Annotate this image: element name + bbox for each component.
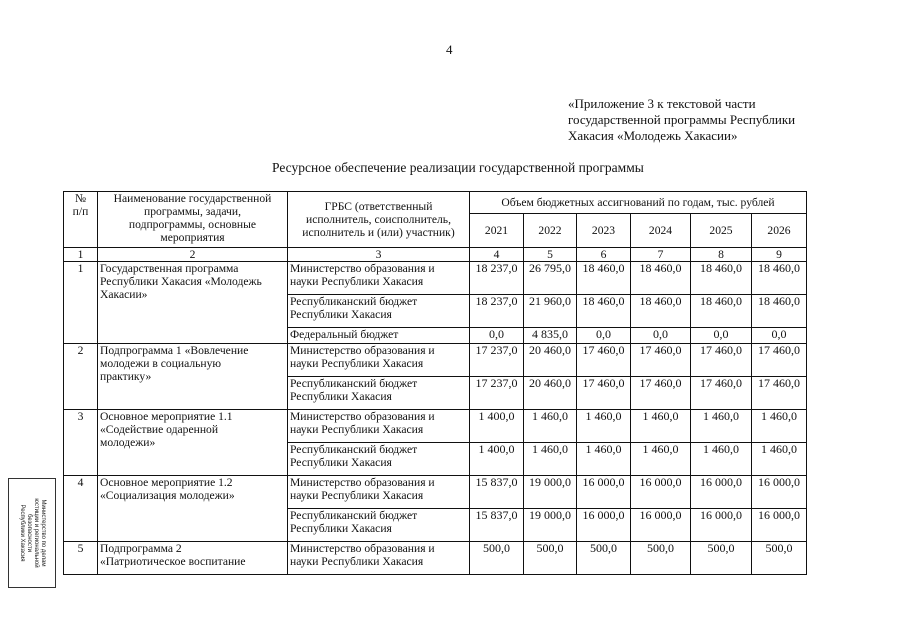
budget-value: 20 460,0 xyxy=(524,377,577,410)
program-name-line: Основное мероприятие 1.1 xyxy=(100,410,233,423)
budget-value: 500,0 xyxy=(631,542,691,575)
column-number: 5 xyxy=(524,248,577,262)
budget-value: 0,0 xyxy=(470,328,524,344)
budget-value: 17 460,0 xyxy=(691,344,752,377)
budget-value: 1 460,0 xyxy=(691,443,752,476)
grbs-cell xyxy=(288,509,470,542)
budget-value: 4 835,0 xyxy=(524,328,577,344)
program-name-line: молодежи в социальную xyxy=(100,357,222,370)
header-text: ГРБС (ответственный xyxy=(324,200,433,213)
grbs-line: науки Республики Хакасия xyxy=(290,357,424,370)
program-name xyxy=(98,476,288,542)
program-name-line: «Социализация молодежи» xyxy=(100,489,235,502)
budget-value: 18 237,0 xyxy=(470,295,524,328)
grbs-line: Республиканский бюджет xyxy=(290,377,418,390)
program-name-line: Государственная программа xyxy=(100,262,239,275)
header-text: № xyxy=(74,192,87,205)
budget-value: 16 000,0 xyxy=(577,476,631,509)
grbs-cell xyxy=(288,542,470,575)
program-name xyxy=(98,344,288,410)
budget-value: 18 460,0 xyxy=(631,262,691,295)
budget-value: 0,0 xyxy=(691,328,752,344)
budget-value: 17 237,0 xyxy=(470,377,524,410)
page-number: 4 xyxy=(446,42,453,57)
budget-value: 17 237,0 xyxy=(470,344,524,377)
header-year: 2023 xyxy=(577,214,631,248)
program-name xyxy=(98,262,288,344)
grbs-line: Республики Хакасия xyxy=(290,456,392,469)
budget-value: 1 460,0 xyxy=(524,410,577,443)
grbs-line: науки Республики Хакасия xyxy=(290,555,424,568)
table-row xyxy=(64,410,807,443)
row-number: 2 xyxy=(64,344,98,410)
grbs-line: Министерство образования и xyxy=(290,476,435,489)
column-number: 4 xyxy=(470,248,524,262)
header-text: исполнитель и (или) участник) xyxy=(302,226,455,239)
grbs-cell xyxy=(288,443,470,476)
row-number: 5 xyxy=(64,542,98,575)
budget-value: 1 460,0 xyxy=(631,410,691,443)
column-number: 2 xyxy=(98,248,288,262)
stamp-text xyxy=(18,481,46,585)
budget-value: 1 400,0 xyxy=(470,410,524,443)
header-text: Наименование государственной xyxy=(113,192,272,205)
header-text: исполнитель, соисполнитель, xyxy=(306,213,451,226)
grbs-line: Министерство образования и xyxy=(290,410,435,423)
budget-value: 18 460,0 xyxy=(752,295,807,328)
grbs-cell xyxy=(288,476,470,509)
row-number: 3 xyxy=(64,410,98,476)
column-number: 9 xyxy=(752,248,807,262)
row-number: 1 xyxy=(64,262,98,344)
program-name xyxy=(98,410,288,476)
grbs-cell xyxy=(288,295,470,328)
program-name-line: молодежи» xyxy=(100,436,156,449)
budget-value: 17 460,0 xyxy=(631,344,691,377)
budget-value: 15 837,0 xyxy=(470,476,524,509)
grbs-line: Федеральный бюджет xyxy=(290,328,399,341)
column-number: 7 xyxy=(631,248,691,262)
row-number: 4 xyxy=(64,476,98,542)
header-year: 2022 xyxy=(524,214,577,248)
appendix-line: Хакасия «Молодежь Хакасии» xyxy=(568,128,738,143)
header-text: мероприятия xyxy=(160,231,225,244)
budget-value: 16 000,0 xyxy=(631,476,691,509)
header-year: 2026 xyxy=(752,214,807,248)
budget-value: 1 460,0 xyxy=(524,443,577,476)
budget-value: 500,0 xyxy=(524,542,577,575)
column-number: 6 xyxy=(577,248,631,262)
header-year: 2024 xyxy=(631,214,691,248)
budget-value: 19 000,0 xyxy=(524,476,577,509)
budget-value: 17 460,0 xyxy=(752,377,807,410)
budget-value: 18 460,0 xyxy=(752,262,807,295)
header-number xyxy=(64,192,98,248)
budget-value: 1 400,0 xyxy=(470,443,524,476)
program-name xyxy=(98,542,288,575)
document-title: Ресурсное обеспечение реализации государственной программы xyxy=(272,160,644,175)
header-name xyxy=(98,192,288,248)
grbs-line: Республики Хакасия xyxy=(290,308,392,321)
budget-value: 0,0 xyxy=(631,328,691,344)
program-name-line: Республики Хакасия «Молодежь xyxy=(100,275,262,288)
grbs-line: Республиканский бюджет xyxy=(290,443,418,456)
column-number: 3 xyxy=(288,248,470,262)
column-number: 1 xyxy=(64,248,98,262)
grbs-cell xyxy=(288,328,470,344)
header-grbs xyxy=(288,192,470,248)
grbs-line: науки Республики Хакасия xyxy=(290,275,424,288)
budget-value: 500,0 xyxy=(577,542,631,575)
program-name-line: «Содействие одаренной xyxy=(100,423,219,436)
budget-value: 18 237,0 xyxy=(470,262,524,295)
grbs-line: науки Республики Хакасия xyxy=(290,489,424,502)
budget-value: 1 460,0 xyxy=(577,443,631,476)
grbs-line: Республики Хакасия xyxy=(290,390,392,403)
budget-value: 20 460,0 xyxy=(524,344,577,377)
program-name-line: практику» xyxy=(100,370,152,383)
stamp-line: Республики Хакасия xyxy=(19,504,25,562)
stamp-line: Министерство по делам xyxy=(40,499,46,567)
budget-value: 500,0 xyxy=(752,542,807,575)
budget-value: 1 460,0 xyxy=(577,410,631,443)
registration-stamp xyxy=(8,478,56,588)
program-name-line: Подпрограмма 2 xyxy=(100,542,182,555)
budget-value: 17 460,0 xyxy=(577,344,631,377)
budget-value: 16 000,0 xyxy=(752,509,807,542)
budget-value: 18 460,0 xyxy=(691,262,752,295)
budget-value: 16 000,0 xyxy=(691,476,752,509)
grbs-line: Республики Хакасия xyxy=(290,522,392,535)
budget-value: 0,0 xyxy=(752,328,807,344)
budget-value: 1 460,0 xyxy=(691,410,752,443)
budget-value: 1 460,0 xyxy=(631,443,691,476)
header-text: п/п xyxy=(72,205,89,218)
table-row xyxy=(64,542,807,575)
budget-value: 500,0 xyxy=(470,542,524,575)
budget-value: 500,0 xyxy=(691,542,752,575)
budget-value: 18 460,0 xyxy=(691,295,752,328)
grbs-line: Министерство образования и xyxy=(290,262,435,275)
budget-value: 26 795,0 xyxy=(524,262,577,295)
program-name-line: «Патриотическое воспитание xyxy=(100,555,246,568)
budget-value: 0,0 xyxy=(577,328,631,344)
program-name-line: Хакасии» xyxy=(100,288,148,301)
budget-value: 18 460,0 xyxy=(577,262,631,295)
header-budget: Объем бюджетных ассигнований по годам, тыс. рублей xyxy=(470,192,807,214)
grbs-line: Министерство образования и xyxy=(290,542,435,555)
budget-value: 16 000,0 xyxy=(631,509,691,542)
budget-value: 21 960,0 xyxy=(524,295,577,328)
budget-value: 1 460,0 xyxy=(752,443,807,476)
budget-value: 1 460,0 xyxy=(752,410,807,443)
table-row xyxy=(64,262,807,295)
program-name-line: Основное мероприятие 1.2 xyxy=(100,476,233,489)
budget-value: 19 000,0 xyxy=(524,509,577,542)
budget-value: 17 460,0 xyxy=(631,377,691,410)
grbs-line: Республиканский бюджет xyxy=(290,509,418,522)
header-year: 2021 xyxy=(470,214,524,248)
appendix-line: государственной программы Республики xyxy=(568,112,796,127)
budget-value: 17 460,0 xyxy=(752,344,807,377)
stamp-line: безопасности xyxy=(26,514,32,552)
grbs-line: науки Республики Хакасия xyxy=(290,423,424,436)
budget-value: 16 000,0 xyxy=(752,476,807,509)
appendix-line: «Приложение 3 к текстовой части xyxy=(568,96,756,111)
budget-value: 17 460,0 xyxy=(577,377,631,410)
column-number: 8 xyxy=(691,248,752,262)
stamp-line: юстиции и региональной xyxy=(33,498,39,568)
grbs-cell xyxy=(288,344,470,377)
header-text: подпрограммы, основные xyxy=(128,218,257,231)
budget-value: 16 000,0 xyxy=(691,509,752,542)
budget-value: 16 000,0 xyxy=(577,509,631,542)
grbs-line: Республиканский бюджет xyxy=(290,295,418,308)
grbs-cell xyxy=(288,377,470,410)
grbs-line: Министерство образования и xyxy=(290,344,435,357)
budget-value: 18 460,0 xyxy=(631,295,691,328)
grbs-cell xyxy=(288,410,470,443)
table-row xyxy=(64,344,807,377)
appendix-note xyxy=(568,96,868,144)
header-year: 2025 xyxy=(691,214,752,248)
budget-value: 17 460,0 xyxy=(691,377,752,410)
table-row xyxy=(64,476,807,509)
budget-value: 18 460,0 xyxy=(577,295,631,328)
budget-table xyxy=(63,191,807,575)
budget-value: 15 837,0 xyxy=(470,509,524,542)
grbs-cell xyxy=(288,262,470,295)
header-text: программы, задачи, xyxy=(144,205,241,218)
column-number-row xyxy=(64,248,807,262)
program-name-line: Подпрограмма 1 «Вовлечение xyxy=(100,344,249,357)
